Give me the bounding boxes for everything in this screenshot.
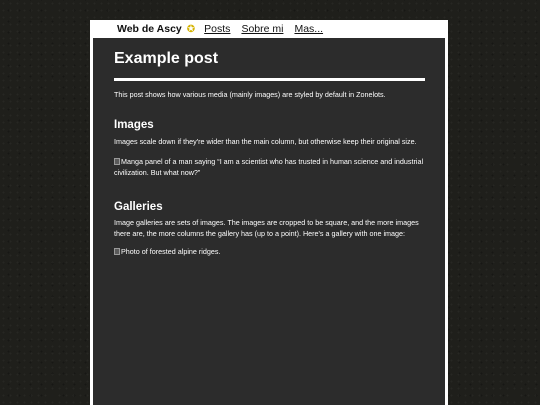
nav-link-mas[interactable]: Mas...	[294, 23, 324, 35]
nav-link-sobre-mi[interactable]: Sobre mi	[241, 23, 284, 35]
page-frame	[90, 20, 448, 405]
main-content	[93, 38, 445, 405]
manga-panel-image	[114, 156, 425, 178]
post-title: Example post	[114, 50, 219, 67]
post-intro: This post shows how various media (mainly images) are styled by default in Zonelots.	[114, 90, 386, 99]
top-nav	[90, 20, 448, 38]
broken-image-icon	[114, 158, 120, 165]
image-alt-text: Manga panel of a man saying “I am a scientist who has trusted in human science and industrial civilization. But what now?”	[114, 157, 424, 177]
nav-link-posts[interactable]: Posts	[204, 23, 231, 35]
section-text-galleries: Image galleries are sets of images. The images are cropped to be square, and the more images there are, the more columns the gallery has (up to a point). Here's a gallery with one image:	[114, 218, 419, 238]
star-icon: ✪	[186, 23, 196, 35]
image-alt-text: Photo of forested alpine ridges.	[121, 247, 221, 256]
site-name[interactable]: Web de Ascy	[117, 23, 182, 35]
broken-image-icon	[114, 248, 120, 255]
section-heading-images: Images	[114, 119, 154, 131]
gallery-image	[114, 246, 425, 257]
section-heading-galleries: Galleries	[114, 201, 163, 213]
section-text-images: Images scale down if they're wider than the main column, but otherwise keep their original size.	[114, 137, 417, 146]
title-divider	[114, 78, 425, 81]
